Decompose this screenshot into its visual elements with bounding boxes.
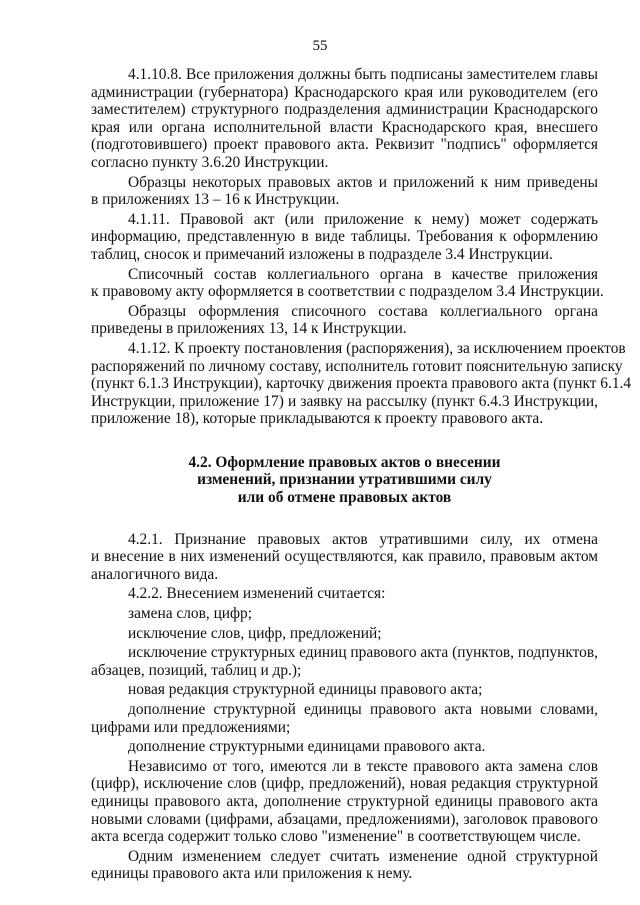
paragraph <box>91 303 598 338</box>
heading-line: 4.2. Оформление правовых актов о внесении <box>188 453 501 471</box>
text-line: акта всегда содержит только слово "изменение" в соответствующем числе. <box>91 828 581 846</box>
text-line: (подготовившего) проект правового акта. Реквизит "подпись" оформляется <box>91 136 598 154</box>
paragraph <box>91 339 632 428</box>
paragraph <box>91 625 598 643</box>
text-line: Образцы некоторых правовых актов и приложений к ним приведены <box>128 173 598 191</box>
paragraph <box>91 758 598 846</box>
text-line: распоряжений по личному составу, исполнитель готовит пояснительную записку <box>91 357 623 375</box>
text-line: исключение структурных единиц правового акта (пунктов, подпунктов, <box>128 644 598 662</box>
text-line: 4.1.10.8. Все приложения должны быть подписаны заместителем главы <box>128 66 598 83</box>
paragraph <box>91 701 598 736</box>
text-line: Инструкции, приложение 17) и заявку на рассылку (пункт 6.4.3 Инструкции, <box>91 392 598 410</box>
text-line: единицы правового акта или приложения к нему. <box>91 865 413 883</box>
paragraph <box>91 848 598 883</box>
text-line: приведены в приложениях 13, 14 к Инструкции. <box>91 320 407 338</box>
paragraph <box>91 605 598 623</box>
text-line: 4.2.1. Признание правовых актов утратившими силу, их отмена <box>128 530 598 548</box>
paragraph <box>91 174 598 209</box>
paragraph <box>91 738 598 756</box>
text-line: таблиц, сносок и примечаний изложены в подразделе 3.4 Инструкции. <box>91 245 553 263</box>
paragraph <box>91 211 598 264</box>
heading-line: изменений, признании утратившими силу <box>197 471 492 489</box>
text-line: заместителем) структурного подразделения администрации Краснодарского <box>91 101 598 119</box>
text-line: в приложениях 13 – 16 к Инструкции. <box>91 191 340 209</box>
text-line: (пункт 6.1.3 Инструкции), карточку движения проекта правового акта (пункт 6.1.4 <box>91 375 632 393</box>
text-line: 4.2.2. Внесением изменений считается: <box>128 585 386 603</box>
text-line: цифрами или предложениями; <box>91 718 291 736</box>
text-line: Независимо от того, имеются ли в тексте правового акта замена слов <box>128 757 598 775</box>
text-line: исключение слов, цифр, предложений; <box>128 624 382 642</box>
text-line: информацию, представленную в виде таблицы. Требования к оформлению <box>91 228 598 246</box>
text-line: аналогичного вида. <box>91 565 219 583</box>
heading-line: или об отмене правовых актов <box>237 489 452 507</box>
text-line: единицы правового акта, дополнение структурной единицы правового акта <box>91 792 598 810</box>
text-line: Образцы оформления списочного состава коллегиального органа <box>128 302 598 320</box>
text-line: и внесение в них изменений осуществляются, как правило, правовым актом <box>91 548 598 566</box>
section-heading <box>91 454 598 507</box>
text-line: к правовому акту оформляется в соответствии с подразделом 3.4 Инструкции. <box>91 283 604 301</box>
page-number: 55 <box>312 38 328 54</box>
text-line: новыми словами (цифрами, абзацами, предложениями), заголовок правового <box>91 810 598 828</box>
paragraph <box>91 644 598 679</box>
paragraph <box>91 66 598 172</box>
text-line: 4.1.11. Правовой акт (или приложение к нему) может содержать <box>128 210 598 228</box>
paragraph <box>91 681 598 699</box>
text-line: Списочный состав коллегиального органа в качестве приложения <box>128 265 598 283</box>
text-line: замена слов, цифр; <box>128 605 252 623</box>
paragraph <box>91 265 604 301</box>
text-line: Одним изменением следует считать изменение одной структурной <box>128 847 598 865</box>
text-line: приложение 18), которые прикладываются к проекту правового акта. <box>91 410 544 428</box>
text-line: абзацев, позиций, таблиц и др.); <box>91 661 302 679</box>
document-body <box>91 66 632 885</box>
paragraph <box>91 531 598 584</box>
text-line: новая редакция структурной единицы правового акта; <box>128 681 483 699</box>
text-line: дополнение структурной единицы правового акта новыми словами, <box>128 701 598 718</box>
text-line: (цифр), исключение слов (цифр, предложений), новая редакция структурной <box>91 775 598 793</box>
text-line: администрации (губернатора) Краснодарского края или руководителем (его <box>91 83 598 101</box>
text-line: 4.1.12. К проекту постановления (распоряжения), за исключением проектов <box>128 339 626 357</box>
text-line: края или органа исполнительной власти Краснодарского края, внесшего <box>91 118 598 136</box>
text-line: согласно пункту 3.6.20 Инструкции. <box>91 153 329 171</box>
paragraph <box>91 585 598 603</box>
text-line: дополнение структурными единицами правового акта. <box>128 738 486 756</box>
